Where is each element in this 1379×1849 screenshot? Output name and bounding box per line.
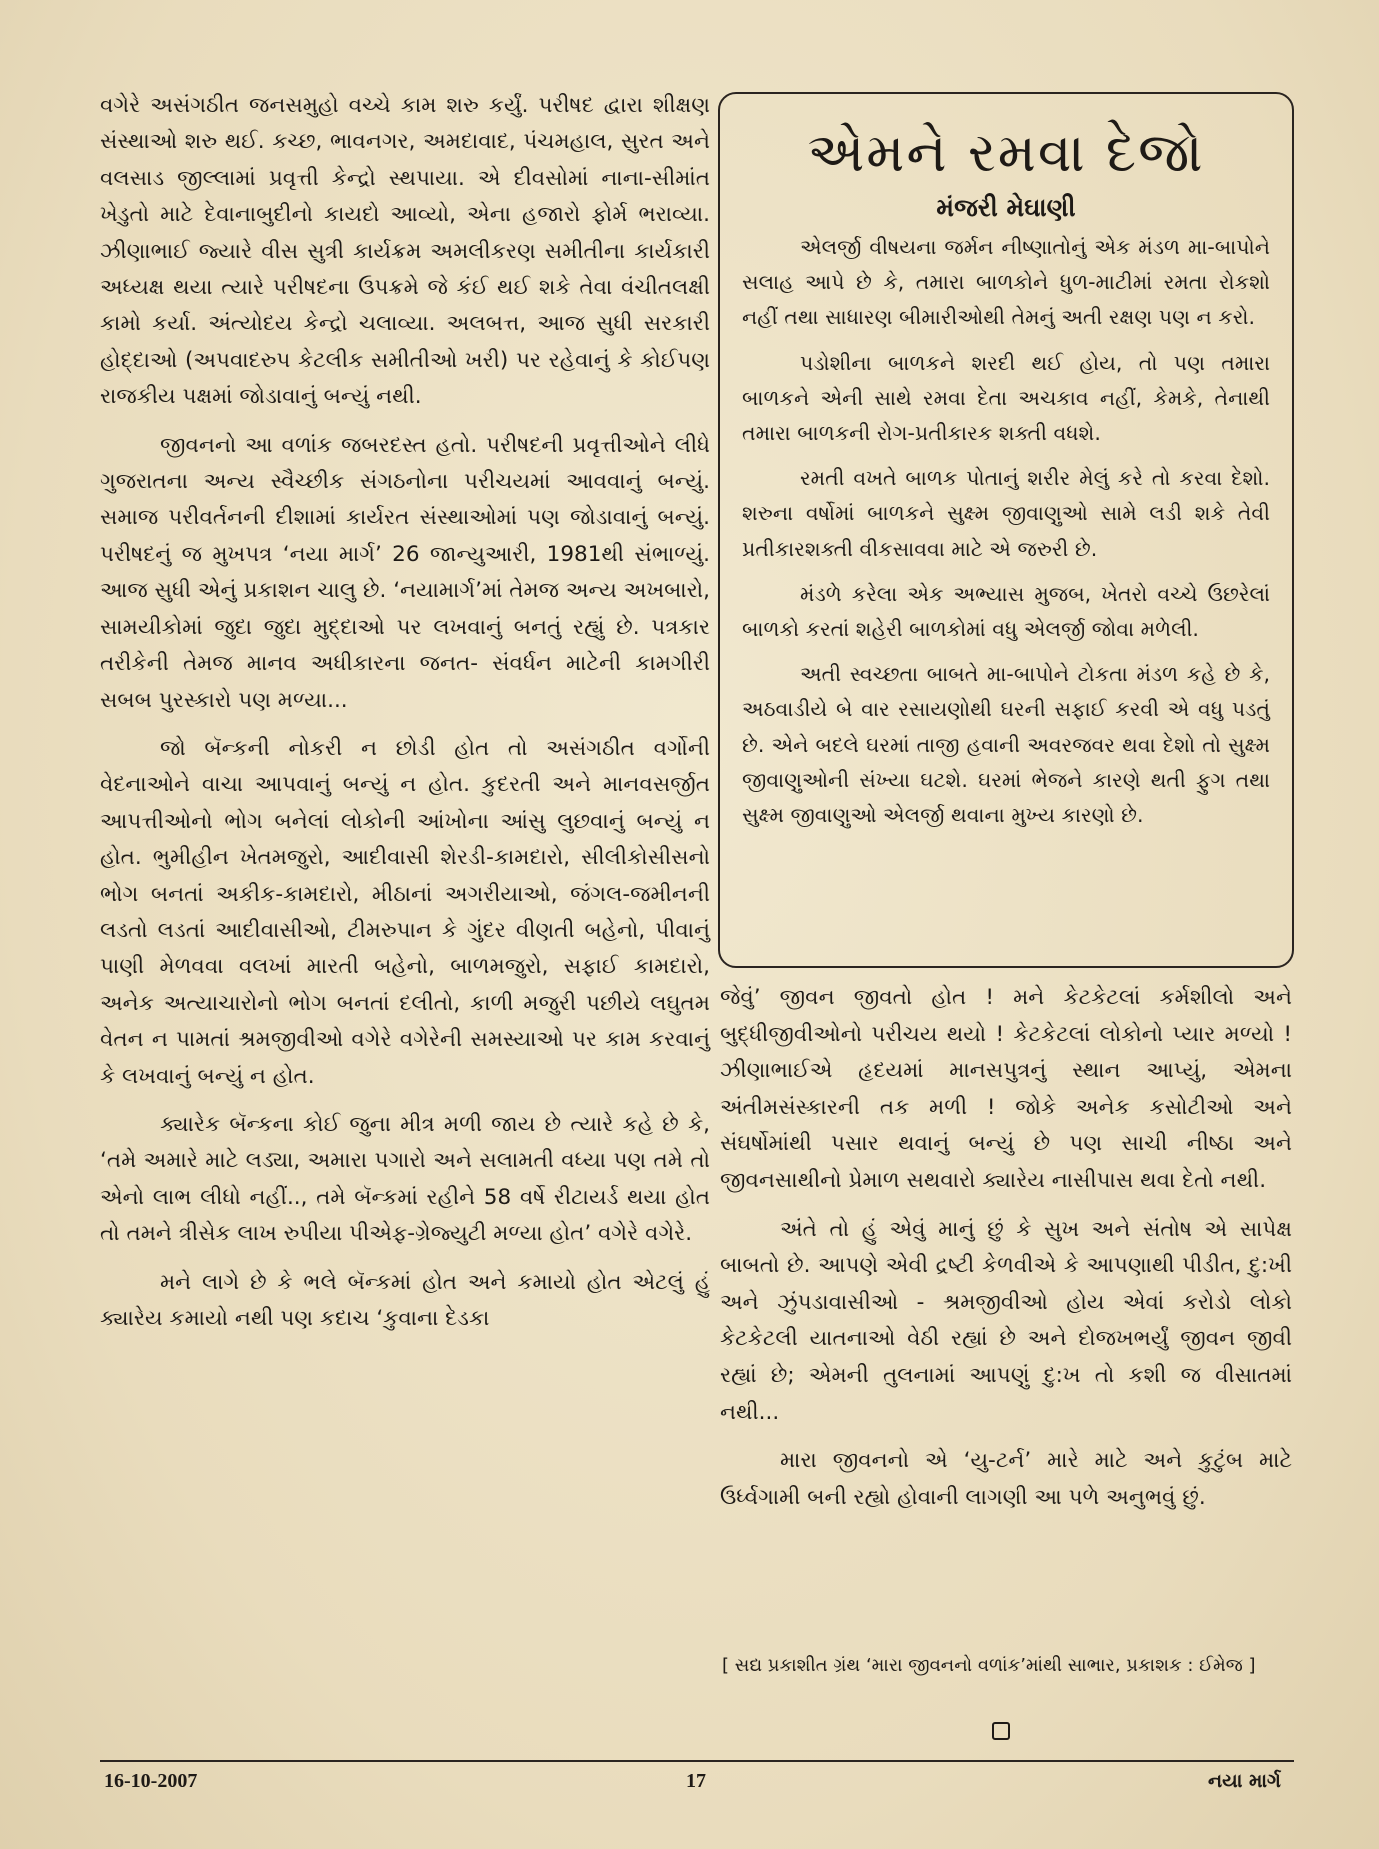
- sidebar-paragraph-3: રમતી વખતે બાળક પોતાનું શરીર મેલું કરે તો કરવા દેશો. શરુના વર્ષોમાં બાળકને સુક્ષ્મ જીવાણુઓ સામે લડી શકે તેવી પ્રતીકારશક્તી વીકસાવવા માટે એ જરુરી છે.: [742, 466, 1270, 561]
- source-credit: [ સદ્ય પ્રકાશીત ગ્રંથ ‘મારા જીવનનો વળાંક’માંથી સાભાર, પ્રકાશક : ઈમેજ ]: [722, 1655, 1256, 1676]
- sidebar-paragraph-4: મંડળે કરેલા એક અભ્યાસ મુજબ, ખેતરો વચ્ચે ઉછરેલાં બાળકો કરતાં શહેરી બાળકોમાં વધુ એલર્જી જોવા મળેલી.: [742, 581, 1270, 642]
- sidebar-paragraph-5: અતી સ્વચ્છતા બાબતે મા-બાપોને ટોકતા મંડળ કહે છે કે, અઠવાડીયે બે વાર રસાયણોથી ઘરની સફાઈ કરવી એ વધુ પડતું છે. એને બદલે ઘરમાં તાજી હવાની અવરજવર થવા દેશો તો સુક્ષ્મ જીવાણુઓની સંખ્યા ઘટશે. ઘરમાં ભેજને કારણે થતી ફુગ તથા સુક્ષ્મ જીવાણુઓ એલર્જી થવાના મુખ્ય કારણો છે.: [742, 662, 1270, 828]
- right-paragraph-3: મારા જીવનનો એ ‘યુ-ટર્ન’ મારે માટે અને કુટુંબ માટે ઉર્ધ્વગામી બની રહ્યો હોવાની લાગણી આ પળે અનુભવું છું.: [720, 1448, 1292, 1510]
- left-paragraph-3: જો બૅન્કની નોકરી ન છોડી હોત તો અસંગઠીત વર્ગોની વેદનાઓને વાચા આપવાનું બન્યું ન હોત. કુદરતી અને માનવસર્જીત આપત્તીઓનો ભોગ બનેલાં લોકોની આંખોના આંસુ લુછવાનું બન્યું ન હોત. ભુમીહીન ખેતમજુરો, આદીવાસી શેરડી-કામદારો, સીલીકોસીસનો ભોગ બનતાં અકીક-કામદારો, મીઠાનાં અગરીયાઓ, જંગલ-જમીનની લડતો લડતાં આદીવાસીઓ, ટીમરુપાન કે ગુંદર વીણતી બહેનો, પીવાનું પાણી મેળવવા વલખાં મારતી બહેનો, બાળમજુરો, સફાઈ કામદારો, અનેક અત્યાચારોનો ભોગ બનતાં દલીતો, કાળી મજુરી પછીયે લઘુતમ વેતન ન પામતાં શ્રમજીવીઓ વગેરે વગેરેની સમસ્યાઓ પર કામ કરવાનું કે લખવાનું બન્યું ન હોત.: [100, 735, 710, 1089]
- footer-date: 16-10-2007: [104, 1770, 198, 1792]
- sidebar-author: મંજરી મેઘાણી: [936, 193, 1076, 222]
- end-of-article-icon: [992, 1722, 1010, 1740]
- footer-divider: [100, 1760, 1294, 1762]
- sidebar-box: [718, 92, 1294, 968]
- left-column: [100, 88, 710, 1349]
- left-paragraph-4: ક્યારેક બૅન્કના કોઈ જુના મીત્ર મળી જાય છે ત્યારે કહે છે કે, ‘તમે અમારે માટે લડ્યા, અમારા પગારો અને સલામતી વધ્યા પણ તમે તો એનો લાભ લીધો નહીં.., તમે બૅન્કમાં રહીને 58 વર્ષે રીટાયર્ડ થયા હોત તો તમને ત્રીસેક લાખ રુપીયા પીએફ-ગ્રેજ્યુટી મળ્યા હોત’ વગેરે વગેરે.: [100, 1111, 710, 1247]
- footer-publication-name: નયા માર્ગ: [1208, 1770, 1281, 1792]
- sidebar-title: એમને રમવા દેજો: [807, 121, 1205, 184]
- sidebar-paragraph-2: પડોશીના બાળકને શરદી થઈ હોય, તો પણ તમારા બાળકને એની સાથે રમવા દેતા અચકાવ નહીં, કેમકે, તેનાથી તમારા બાળકની રોગ-પ્રતીકારક શક્તી વધશે.: [742, 350, 1270, 446]
- sidebar-body: [742, 230, 1270, 833]
- left-paragraph-5: મને લાગે છે કે ભલે બૅન્કમાં હોત અને કમાયો હોત એટલું હું ક્યારેય કમાયો નથી પણ કદાચ ‘કુવાના દેડકા: [100, 1269, 710, 1331]
- right-paragraph-2: અંતે તો હું એવું માનું છું કે સુખ અને સંતોષ એ સાપેક્ષ બાબતો છે. આપણે એવી દ્રષ્ટી કેળવીએ કે આપણાથી પીડીત, દુ:ખી અને ઝુંપડાવાસીઓ - શ્રમજીવીઓ હોય એવાં કરોડો લોકો કેટકેટલી યાતનાઓ વેઠી રહ્યાં છે અને દોજખભર્યું જીવન જીવી રહ્યાં છે; એમની તુલનામાં આપણું દુ:ખ તો કશી જ વીસાતમાં નથી...: [720, 1216, 1292, 1425]
- sidebar-paragraph-1: એલર્જી વીષયના જર્મન નીષ્ણાતોનું એક મંડળ મા-બાપોને સલાહ આપે છે કે, તમારા બાળકોને ધુળ-માટીમાં રમતા રોકશો નહીં તથા સાધારણ બીમારીઓથી તેમનું અતી રક્ષણ પણ ન કરો.: [742, 235, 1270, 330]
- left-paragraph-2: જીવનનો આ વળાંક જબરદસ્ત હતો. પરીષદની પ્રવૃત્તીઓને લીધે ગુજરાતના અન્ય સ્વૈચ્છીક સંગઠનોના પરીચયમાં આવવાનું બન્યું. સમાજ પરીવર્તનની દીશામાં કાર્યરત સંસ્થાઓમાં પણ જોડાવાનું બન્યું. પરીષદનું જ મુખપત્ર ‘નયા માર્ગ’ 26 જાન્યુઆરી, 1981થી સંભાળ્યું. આજ સુધી એનું પ્રકાશન ચાલુ છે. ‘નયામાર્ગ’માં તેમજ અન્ય અખબારો, સામયીકોમાં જુદા જુદા મુદ્દાઓ પર લખવાનું બનતું રહ્યું છે. પત્રકાર તરીકેની તેમજ માનવ અધીકારના જનત- સંવર્ધન માટેની કામગીરી સબબ પુરસ્કારો પણ મળ્યા...: [100, 432, 710, 713]
- left-paragraph-1: વગેરે અસંગઠીત જનસમુહો વચ્ચે કામ શરુ કર્યું. પરીષદ દ્વારા શીક્ષણ સંસ્થાઓ શરુ થઈ. કચ્છ, ભાવનગર, અમદાવાદ, પંચમહાલ, સુરત અને વલસાડ જીલ્લામાં પ્રવૃત્તી કેન્દ્રો સ્થપાયા. એ દીવસોમાં નાના-સીમાંત ખેડુતો માટે દેવાનાબુદીનો કાયદો આવ્યો, એના હજારો ફોર્મ ભરાવ્યા. ઝીણાભાઈ જ્યારે વીસ સુત્રી કાર્યક્રમ અમલીકરણ સમીતીના કાર્યકારી અધ્યક્ષ થયા ત્યારે પરીષદના ઉપક્રમે જે કંઈ થઈ શકે તેવા વંચીતલક્ષી કામો કર્યા. અંત્યોદય કેન્દ્રો ચલાવ્યા. અલબત્ત, આજ સુધી સરકારી હોદ્દાઓ (અપવાદરુપ કેટલીક સમીતીઓ ખરી) પર રહેવાનું કે કોઈપણ રાજકીય પક્ષમાં જોડાવાનું બન્યું નથી.: [100, 93, 710, 410]
- right-column: [720, 980, 1292, 1528]
- footer-page-number: 17: [686, 1770, 706, 1792]
- right-paragraph-1: જેવું’ જીવન જીવતો હોત ! મને કેટકેટલાં કર્મશીલો અને બુદ્ધીજીવીઓનો પરીચય થયો ! કેટકેટલાં લોકોનો પ્યાર મળ્યો ! ઝીણાભાઈએ હૃદયમાં માનસપુત્રનું સ્થાન આપ્યું, એમના અંતીમસંસ્કારની તક મળી ! જોકે અનેક કસોટીઓ અને સંઘર્ષોમાંથી પસાર થવાનું બન્યું છે પણ સાચી નીષ્ઠા અને જીવનસાથીનો પ્રેમાળ સથવારો ક્યારેય નાસીપાસ થવા દેતો નથી.: [720, 985, 1292, 1193]
